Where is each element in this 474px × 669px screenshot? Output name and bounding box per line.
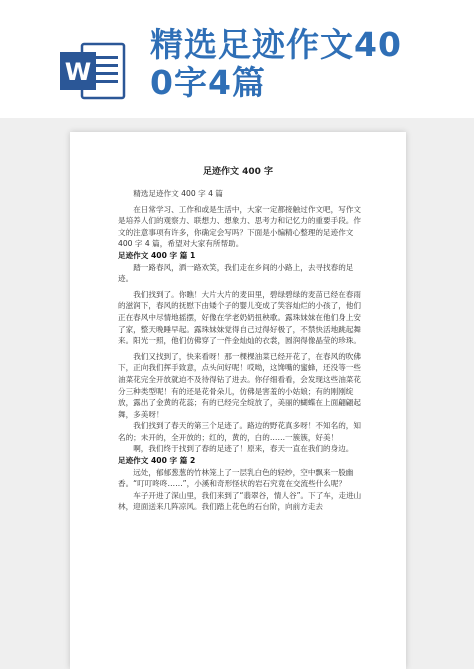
intro-paragraph: 在日常学习、工作和或是生活中，大家一定都接触过作文吧，写作文是培养人们的观察力、联想力、想象力、思考力和记忆力的重要手段。作文的注意事项有许多，你确定会写吗？下面是小编精心整理的足迹作文 400 字 4 篇，希望对大家有所帮助。 xyxy=(118,204,361,249)
paragraph: 啊，我们终于找到了春的足迹了！原来，春天一直在我们的身边。 xyxy=(133,444,354,454)
word-document-icon xyxy=(58,40,128,102)
paragraph: 我们又找到了，快来看呀！那一棵棵油菜已经开花了，在春风的吹佛下，正向我们挥手致意，点头问好呢！哎呦，这馋嘴的蜜蜂，还没等一些油菜花完全开放就迫不及待得钻了进去。你仔细看看，会发现这些油菜花分三种类型呢！有的还是花骨朵儿，仿佛是害羞的小姑娘；有的刚刚绽放，露出了金黄的花蕊；有的已经完全绽放了，美丽的蝴蝶在上面翩翩起舞，多美呀！ xyxy=(118,351,361,419)
document-body xyxy=(118,188,368,513)
section-heading: 足迹作文 400 字 篇 1 xyxy=(118,250,196,260)
paragraph: 踏一路春风，洒一路欢笑，我们走在乡间的小路上，去寻找春的足迹。 xyxy=(118,262,354,284)
document-title: 足迹作文 400 字 xyxy=(202,167,274,177)
paragraph: 远处，郁郁葱葱的竹林笼上了一层乳白色的轻纱，空中飘来一股幽香。“叮叮咚咚……”，小溪和奇形怪状的岩石究竟在交流些什么呢？ xyxy=(118,467,354,489)
page-title-line1: 精选足迹作文40 xyxy=(150,25,402,64)
page-title-line2: 0字4篇 xyxy=(150,63,266,102)
section-heading: 足迹作文 400 字 篇 2 xyxy=(118,456,196,466)
document-subtitle: 精选足迹作文 400 字 4 篇 xyxy=(133,189,223,198)
document-page[interactable] xyxy=(70,132,406,669)
page-title xyxy=(150,26,470,102)
paragraph: 车子开进了深山里，我们来到了“翡翠谷，情人谷”。下了车，走进山林，迎面送来几阵凉风。我们踏上花色的石台阶，向前方走去 xyxy=(118,490,362,512)
paragraph: 我们找到了春天的第三个足迹了。路边的野花真多呀！不知名的，知名的；未开的，全开放的；红的，黄的，白的……一簇簇，好美！ xyxy=(118,421,361,442)
word-icon-letter: W xyxy=(64,58,92,86)
paragraph: 我们找到了。你瞧！大片大片的麦田里，碧绿碧绿的麦苗已经在春雨的滋润下，春风的抚慰下由矮个子的婴儿变成了笑容灿烂的小孩了，他们正在春风中尽情地摇摆，好像在学老奶奶扭秧歌。露珠妹妹在他们身上安了家，整天晚睡早起。露珠妹妹觉得自己过得好极了，不禁快活地跳起舞来。阳光一照，他们仿佛穿了一件金灿灿的衣裳，圆润得像晶莹的珍珠。 xyxy=(118,289,361,346)
page-header xyxy=(0,0,474,120)
